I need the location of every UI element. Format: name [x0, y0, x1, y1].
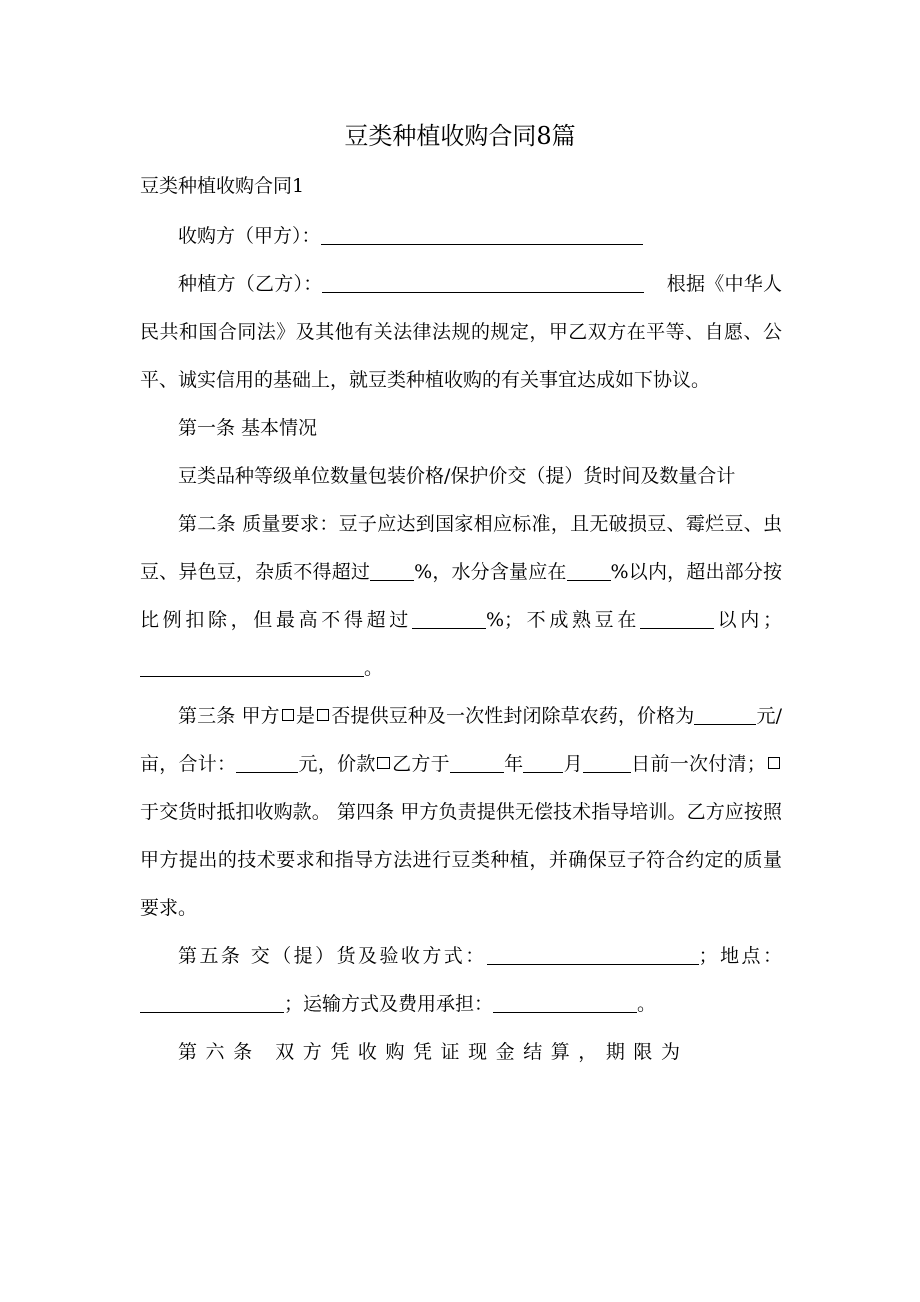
- article-2-extra-blank: [140, 657, 364, 677]
- article-2-text-6: 。: [364, 657, 384, 679]
- buyer-blank: [321, 225, 643, 245]
- delivery-method-blank: [487, 945, 699, 965]
- grower-blank: [322, 273, 644, 293]
- article-5-text-1: 第五条 交（提）货及验收方式：: [178, 945, 487, 967]
- year-blank: [450, 753, 504, 773]
- moisture-blank: [567, 561, 611, 581]
- article-1-table-header: 豆类品种等级单位数量包装价格/保护价交（提）货时间及数量合计: [178, 465, 736, 487]
- article-3-text-8: 月: [563, 753, 583, 775]
- article-3-text-9: 日前一次付清；: [630, 753, 766, 775]
- article-5-paragraph: [140, 932, 782, 1028]
- article-3-text-3: 否提供豆种及一次性封闭除草农药，价格为: [331, 705, 695, 727]
- immature-blank: [640, 609, 714, 629]
- checkbox-icon: [282, 709, 294, 721]
- impurity-blank: [370, 561, 414, 581]
- article-2-text-2: %，水分含量应在: [414, 561, 567, 583]
- article-3-text-1: 第三条 甲方: [178, 705, 280, 727]
- month-blank: [523, 753, 563, 773]
- price-per-mu-blank: [694, 705, 756, 725]
- grower-intro-paragraph: [140, 260, 782, 404]
- document-title: 豆类种植收购合同8篇: [344, 122, 576, 150]
- article-2-text-1: 第二条 质量要求：豆子应达到国家相应标准，且无破损豆、霉烂豆、虫豆、异色豆，杂质不得超过: [140, 513, 782, 583]
- checkbox-icon: [317, 709, 329, 721]
- article-3-paragraph: [140, 692, 782, 932]
- grower-label: 种植方（乙方）：: [178, 273, 323, 295]
- contract-subtitle: 豆类种植收购合同1: [140, 175, 305, 197]
- article-3-text-4: 元/亩，合计：: [140, 705, 782, 775]
- article-3-text-7: 年: [503, 753, 524, 775]
- location-blank: [140, 993, 284, 1013]
- article-3-text-5: 元，价款: [298, 753, 376, 775]
- article-5-text-4: 。: [637, 993, 657, 1015]
- article-5-text-3: ；运输方式及费用承担：: [284, 993, 494, 1015]
- checkbox-icon: [768, 757, 780, 769]
- article-4-text: 第四条 甲方负责提供无偿技术指导培训。乙方应按照甲方提出的技术要求和指导方法进行豆类种植，并确保豆子符合约定的质量要求。: [140, 801, 782, 919]
- contract-body: [140, 212, 782, 1076]
- article-2-text-4: %；不成熟豆在: [485, 609, 640, 631]
- article-1-heading: 第一条 基本情况: [178, 417, 318, 439]
- transport-blank: [493, 993, 637, 1013]
- buyer-label: 收购方（甲方）：: [178, 225, 321, 247]
- intro-text: 根据《中华人民共和国合同法》及其他有关法律法规的规定，甲乙双方在平等、自愿、公平、诚实信用的基础上，就豆类种植收购的有关事宜达成如下协议。: [140, 273, 782, 391]
- article-6-paragraph: 第六条 双方凭收购凭证现金结算，期限为: [178, 1041, 689, 1063]
- buyer-line: [140, 212, 782, 260]
- article-2-text-3: %以内，超出部分按比例扣除，但最高不得超过: [140, 561, 782, 631]
- article-2-paragraph: [140, 500, 782, 692]
- article-3-text-2: 是: [295, 705, 316, 727]
- total-blank: [236, 753, 298, 773]
- article-5-text-2: ；地点：: [698, 945, 782, 967]
- checkbox-icon: [377, 757, 389, 769]
- article-3-text-6: 乙方于: [391, 753, 450, 775]
- max-deduction-blank: [412, 609, 486, 629]
- article-3-text-10: 于交货时抵扣收购款。: [140, 801, 331, 823]
- article-2-text-5: 以内；: [713, 609, 782, 631]
- day-blank: [583, 753, 631, 773]
